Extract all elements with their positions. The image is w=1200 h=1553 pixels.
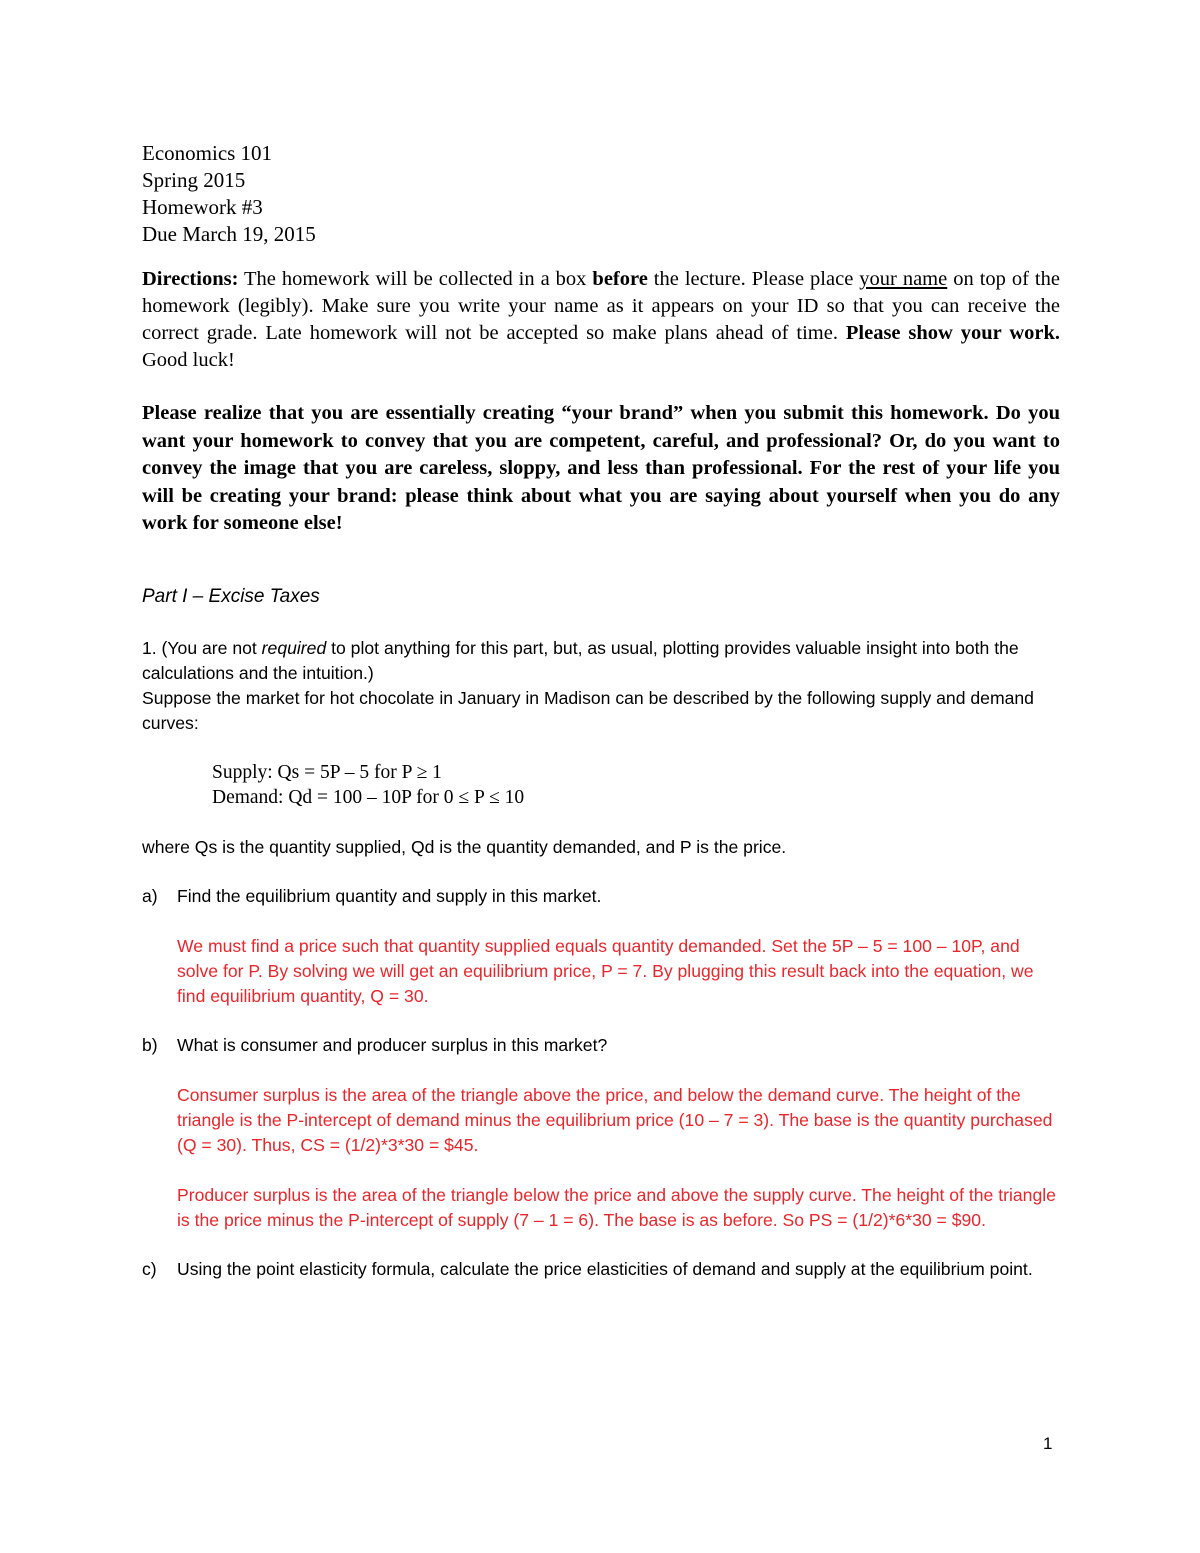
question-text: Using the point elasticity formula, calculate the price elasticities of demand and supply at the equilibrium point. xyxy=(177,1258,1033,1279)
question-1 xyxy=(142,636,1060,736)
due-date: Due March 19, 2015 xyxy=(142,222,316,246)
course-name: Economics 101 xyxy=(142,141,273,165)
question-c xyxy=(142,1257,1060,1282)
assignment-title: Homework #3 xyxy=(142,195,263,219)
q1-required-italic: required xyxy=(261,637,327,658)
supply-equation: Supply: Qs = 5P – 5 for P ≥ 1 xyxy=(212,761,442,783)
question-letter: a) xyxy=(142,885,158,906)
answer-a: We must find a price such that quantity supplied equals quantity demanded. Set the 5P – 5 = 100 – 10P, and solve for P. By solving we will get an equilibrium price, P = 7. By plugging this result back into the equation, we find equilibrium quantity, Q = 30. xyxy=(177,935,1034,1006)
directions-text-1: The homework will be collected in a box xyxy=(238,268,593,290)
question-text: Find the equilibrium quantity and supply in this market. xyxy=(177,885,602,906)
q1-text-a: 1. (You are not xyxy=(142,637,262,658)
directions-text-4: Good luck! xyxy=(142,349,235,371)
answer-b-consumer-surplus: Consumer surplus is the area of the triangle above the price, and below the demand curve. The height of the triangle is the P-intercept of demand minus the equilibrium price (10 – 7 = 3). The base is the quantity purchased (Q = 30). Thus, CS = (1/2)*3*30 = $45. xyxy=(177,1084,1053,1155)
part-title: Part I – Excise Taxes xyxy=(142,585,320,607)
answer-b-producer-surplus: Producer surplus is the area of the triangle below the price and above the supply curve. The height of the triangle is the price minus the P-intercept of supply (7 – 1 = 6). The base is as before. So PS = (1/2)*6*30 = $90. xyxy=(177,1184,1056,1230)
directions-paragraph xyxy=(142,266,1060,374)
brand-paragraph: Please realize that you are essentially creating “your brand” when you submit this homework. Do you want your homework to convey that you are competent, careful, and professional? Or, do you want to convey the image that you are careless, sloppy, and less than professional. For the rest of your life you will be creating your brand: please think about what you are saying about yourself when you do any work for someone else! xyxy=(142,402,1060,534)
question-1-intro xyxy=(142,636,1060,686)
equations-block xyxy=(212,760,1060,810)
question-letter: b) xyxy=(142,1034,158,1055)
your-name-underlined: your name xyxy=(859,268,948,290)
question-text: What is consumer and producer surplus in this market? xyxy=(177,1034,608,1055)
directions-text-3: on top of the homework (legibly). Make sure you write your name as it appears on your ID so that you can receive the correct grade. Late homework will not be accepted so make plans ahead of time. xyxy=(142,268,1060,344)
directions-label: Directions: xyxy=(142,268,239,290)
question-1-setup: Suppose the market for hot chocolate in January in Madison can be described by the following supply and demand curves: xyxy=(142,687,1034,733)
directions-text-2: the lecture. Please place xyxy=(647,268,860,290)
before-emphasis: before xyxy=(592,268,648,290)
document-page xyxy=(142,140,1060,1282)
show-work-emphasis: Please show your work. xyxy=(845,322,1060,344)
question-letter: c) xyxy=(142,1258,157,1279)
page-number: 1 xyxy=(1043,1434,1053,1453)
term: Spring 2015 xyxy=(142,168,246,192)
question-a xyxy=(142,884,1060,909)
variable-definitions: where Qs is the quantity supplied, Qd is the quantity demanded, and P is the price. xyxy=(142,836,787,857)
demand-equation: Demand: Qd = 100 – 10P for 0 ≤ P ≤ 10 xyxy=(212,786,525,808)
q1-text-b: to plot anything for this part, but, as usual, plotting provides valuable insight into both the calculations and the intuition.) xyxy=(142,637,1019,683)
question-b xyxy=(142,1033,1060,1058)
